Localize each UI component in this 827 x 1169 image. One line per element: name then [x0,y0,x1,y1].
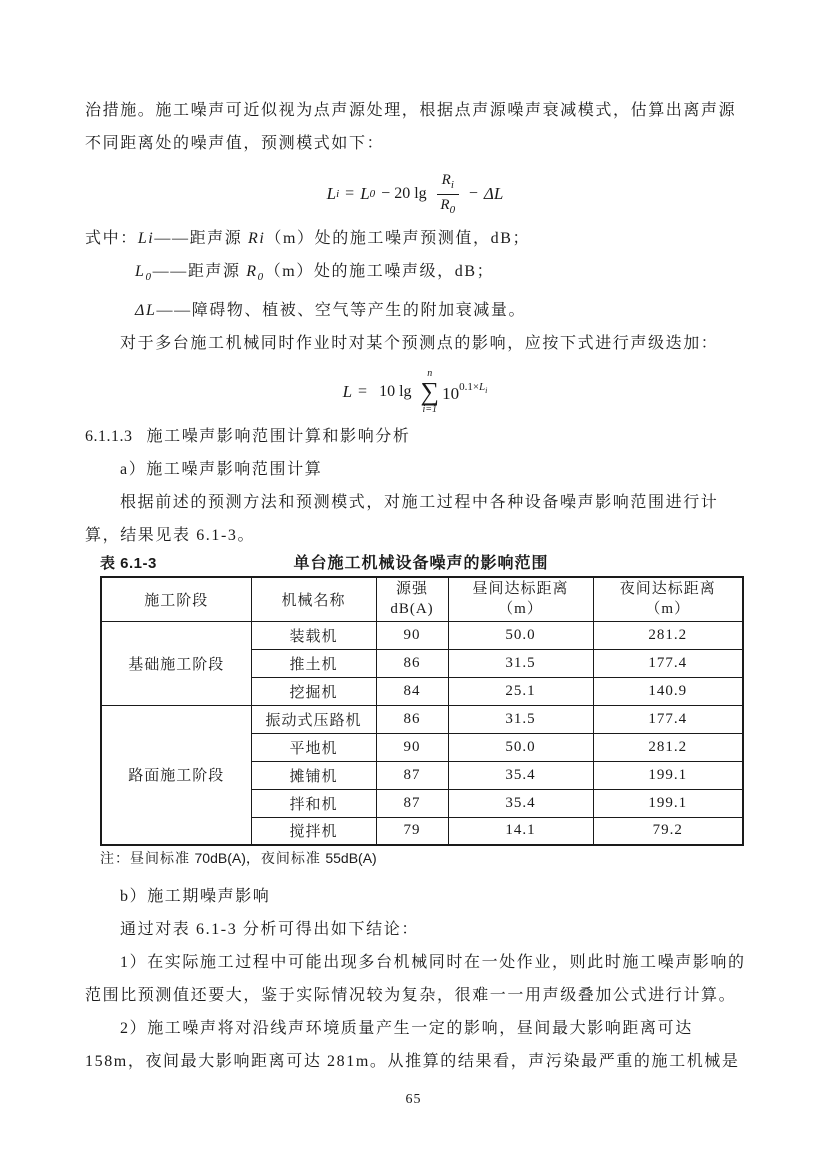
day-distance-cell: 50.0 [448,621,593,649]
table-row [101,621,743,649]
night-distance-cell: 177.4 [593,649,743,677]
table-caption [100,552,742,576]
formula-noise-attenuation [85,166,745,222]
list-item-b: b）施工期噪声影响 [120,888,271,906]
header-stage: 施工阶段 [101,577,251,621]
machine-cell: 平地机 [251,733,376,761]
page-number: 65 [405,1092,422,1107]
formula1-lhs-sub: i [336,188,340,200]
page-content [85,94,745,1078]
paragraph-conclusion1-line1: 1）在实际施工过程中可能出现多台机械同时在一处作业，则此时施工噪声影响的 [120,954,746,972]
paragraph-calc-line1: 根据前述的预测方法和预测模式，对施工过程中各种设备噪声影响范围进行计 [120,494,719,512]
formula2-coef: 10 lg [379,383,412,401]
paragraph-through: 通过对表 6.1-3 分析可得出如下结论： [120,921,419,939]
paragraph-multi-machine: 对于多台施工机械同时作业时对某个预测点的影响，应按下式进行声级迭加： [120,335,719,353]
source-cell: 86 [376,649,448,677]
formula1-equals: = [345,185,355,202]
night-distance-cell: 281.2 [593,621,743,649]
summation-symbol [421,368,440,415]
summation-upper-limit: n [427,368,433,380]
stage-cell-foundation: 基础施工阶段 [101,621,251,705]
source-cell: 86 [376,705,448,733]
header-source: 源强 dB(A) [376,577,448,621]
formula1-minus-20lg: − 20 lg [381,185,427,202]
night-distance-cell: 281.2 [593,733,743,761]
paragraph-conclusion2-line1: 2）施工噪声将对沿线声环境质量产生一定的影响，昼间最大影响距离可达 [120,1020,693,1038]
night-distance-cell: 199.1 [593,761,743,789]
formula1-delta-l: ΔL [483,184,504,203]
header-machine: 机械名称 [251,577,376,621]
source-cell: 84 [376,677,448,705]
definition-line-l0: $L_0——$距声源 $R_0(m)$处的施工噪声级，dB； [135,263,495,284]
night-distance-cell: 177.4 [593,705,743,733]
source-cell: 87 [376,761,448,789]
paragraph-conclusion2-line2: 158m，夜间最大影响距离可达 281m。从推算的结果看，声污染最严重的施工机械是 [85,1053,740,1071]
formula1-l0: L [360,184,370,203]
night-distance-cell: 140.9 [593,677,743,705]
machine-cell: 挖掘机 [251,677,376,705]
header-day-distance: 昼间达标距离 （m） [448,577,593,621]
sigma-icon: ∑ [420,377,440,407]
section-title: 施工噪声影响范围计算和影响分析 [146,428,411,446]
paragraph-intro-line2: 不同距离处的噪声值，预测模式如下： [85,135,385,152]
paragraph-calc-line2: 算，结果见表 6.1-3。 [85,527,256,545]
section-heading [85,420,745,453]
formula-level-superposition [85,366,745,418]
summation-lower-limit: i=1 [422,403,438,415]
machine-cell: 装载机 [251,621,376,649]
day-distance-cell: 14.1 [448,817,593,845]
table-row [101,705,743,733]
fraction-numerator: $R_i$ [437,171,459,195]
section-number: 6.1.1.3 [85,428,133,446]
source-cell: 79 [376,817,448,845]
table-caption-label: 表 6.1-3 [100,555,157,573]
day-distance-cell: 31.5 [448,649,593,677]
machine-cell: 摊铺机 [251,761,376,789]
day-distance-cell: 35.4 [448,761,593,789]
list-item-a: a）施工噪声影响范围计算 [120,461,323,479]
fraction-denominator: $R_0$ [440,196,456,216]
day-distance-cell: 35.4 [448,789,593,817]
formula2-equals: = [358,383,368,401]
definition-line-delta: ΔL——障碍物、植被、空气等产生的附加衰减量。 [135,302,527,320]
header-night-distance: 夜间达标距离 （m） [593,577,743,621]
day-distance-cell: 31.5 [448,705,593,733]
source-cell: 87 [376,789,448,817]
night-distance-cell: 199.1 [593,789,743,817]
table-header-row [101,577,743,621]
formula1-lhs: L [326,184,337,203]
formula2-lhs: L [342,382,353,402]
formula2-base-exponent: $10^{0.1\times L_i}$ [442,380,488,403]
machine-cell: 搅拌机 [251,817,376,845]
table-note: 注：昼间标准 70dB(A)，夜间标准 55dB(A) [100,850,377,868]
day-distance-cell: 50.0 [448,733,593,761]
paragraph-intro-line1: 治措施。施工噪声可近似视为点声源处理，根据点声源噪声衰减模式，估算出离声源 [85,102,737,119]
night-distance-cell: 79.2 [593,817,743,845]
machine-cell: 推土机 [251,649,376,677]
day-distance-cell: 25.1 [448,677,593,705]
machine-cell: 振动式压路机 [251,705,376,733]
table-caption-title: 单台施工机械设备噪声的影响范围 [293,555,549,573]
formula1-fraction [437,171,459,218]
paragraph-conclusion1-line2: 范围比预测值还要大，鉴于实际情况较为复杂，很难一一用声级叠加公式进行计算。 [85,987,737,1005]
definition-line-li: 式中：Li——距声源 Ri（m）处的施工噪声预测值，dB； [85,230,531,247]
machine-cell: 拌和机 [251,789,376,817]
stage-cell-pavement: 路面施工阶段 [101,705,251,845]
formula1-minus: − [468,185,478,202]
source-cell: 90 [376,621,448,649]
noise-impact-table [100,576,744,846]
source-cell: 90 [376,733,448,761]
formula1-l0-sub: 0 [369,188,376,200]
